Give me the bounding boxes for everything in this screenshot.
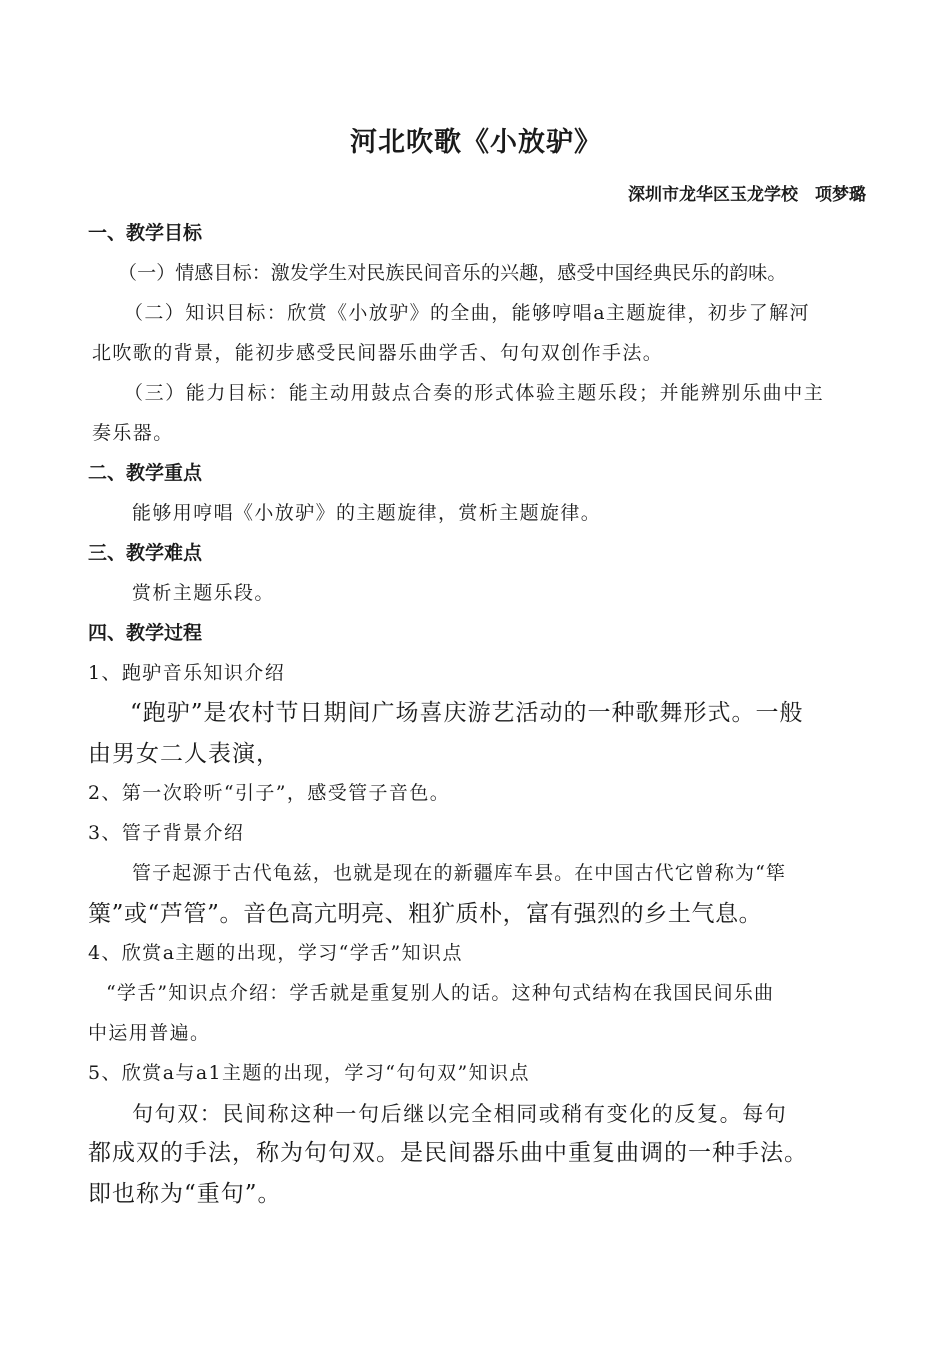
section-heading-key-points: 二、教学重点 [88,462,203,484]
paragraph-emotional-goal: （一）情感目标：激发学生对民族民间音乐的兴趣，感受中国经典民乐的韵味。 [118,262,787,284]
step-1-paragraph-line2: 由男女二人表演， [88,741,280,767]
step-3-paragraph-line1: 管子起源于古代龟兹，也就是现在的新疆库车县。在中国古代它曾称为“筚 [132,862,787,884]
step-5-paragraph-line1: 句句双：民间称这种一句后继以完全相同或稍有变化的反复。每句 [132,1102,788,1126]
section-heading-objectives: 一、教学目标 [88,222,203,244]
document-title: 河北吹歌《小放驴》 [350,127,602,158]
step-4-heading: 4、欣赏a主题的出现，学习“学舌”知识点 [88,942,463,964]
step-5-paragraph-line2: 都成双的手法，称为句句双。是民间器乐曲中重复曲调的一种手法。 [88,1140,808,1166]
step-4-paragraph-line2: 中运用普遍。 [88,1022,211,1044]
paragraph-key-points: 能够用哼唱《小放驴》的主题旋律，赏析主题旋律。 [132,502,602,524]
step-5-heading: 5、欣赏a与a1主题的出现，学习“句句双”知识点 [88,1062,530,1084]
author-line: 深圳市龙华区玉龙学校 项梦璐 [628,185,866,205]
section-heading-difficulties: 三、教学难点 [88,542,203,564]
section-heading-process: 四、教学过程 [88,622,203,644]
paragraph-knowledge-goal-line1: （二）知识目标：欣赏《小放驴》的全曲，能够哼唱a主题旋律，初步了解河 [124,302,810,324]
paragraph-ability-goal-line1: （三）能力目标：能主动用鼓点合奏的形式体验主题乐段；并能辨别乐曲中主 [124,382,825,404]
step-3-paragraph-line2: 篥”或“芦管”。音色高亢明亮、粗犷质朴，富有强烈的乡土气息。 [88,901,763,927]
paragraph-knowledge-goal-line2: 北吹歌的背景，能初步感受民间器乐曲学舌、句句双创作手法。 [92,342,664,364]
step-1-heading: 1、跑驴音乐知识介绍 [88,662,286,684]
paragraph-difficulties: 赏析主题乐段。 [132,582,275,604]
step-1-paragraph-line1: “跑驴”是农村节日期间广场喜庆游艺活动的一种歌舞形式。一般 [130,700,804,726]
step-3-heading: 3、管子背景介绍 [88,822,245,844]
step-2-heading: 2、第一次聆听“引子”，感受管子音色。 [88,782,451,804]
paragraph-ability-goal-line2: 奏乐器。 [92,422,174,444]
step-5-paragraph-line3: 即也称为“重句”。 [88,1181,282,1207]
step-4-paragraph-line1: “学舌”知识点介绍：学舌就是重复别人的话。这种句式结构在我国民间乐曲 [106,982,775,1004]
